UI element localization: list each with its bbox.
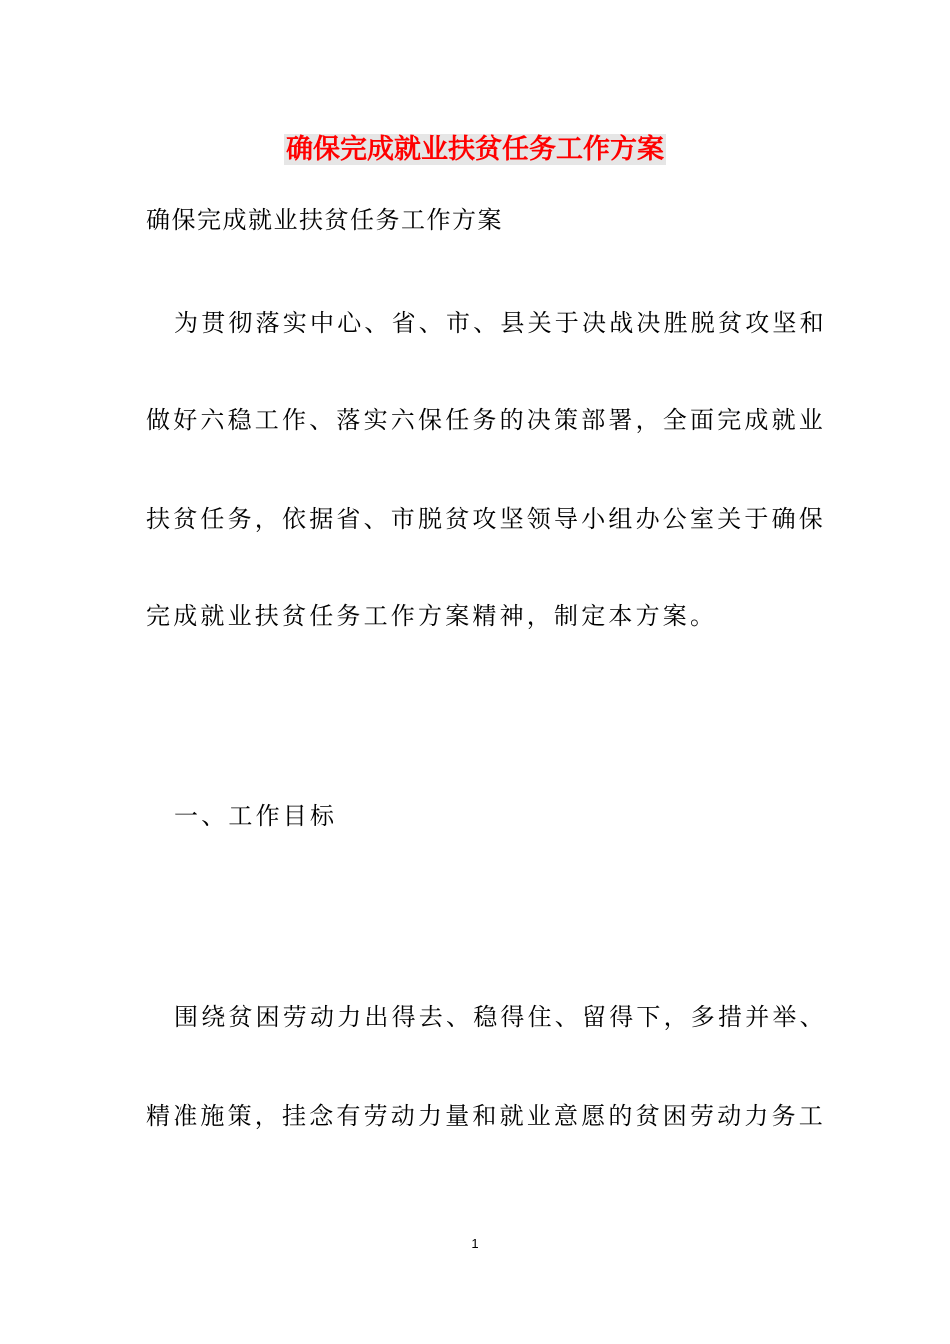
document-subtitle: 确保完成就业扶贫任务工作方案	[146, 206, 503, 234]
paragraph-line: 做好六稳工作、落实六保任务的决策部署，全面完成就业	[146, 406, 826, 434]
section-heading: 一、工作目标	[174, 802, 338, 830]
paragraph-line: 围绕贫困劳动力出得去、稳得住、留得下，多措并举、	[174, 1003, 827, 1031]
paragraph-line: 为贯彻落实中心、省、市、县关于决战决胜脱贫攻坚和	[174, 309, 827, 337]
paragraph-line: 扶贫任务，依据省、市脱贫攻坚领导小组办公室关于确保	[146, 505, 826, 533]
document-title	[0, 132, 950, 168]
document-title-text: 确保完成就业扶贫任务工作方案	[286, 134, 664, 165]
paragraph-line: 精准施策，挂念有劳动力量和就业意愿的贫困劳动力务工	[146, 1102, 826, 1130]
page-number: 1	[471, 1236, 479, 1251]
paragraph-line: 完成就业扶贫任务工作方案精神，制定本方案。	[146, 602, 718, 630]
